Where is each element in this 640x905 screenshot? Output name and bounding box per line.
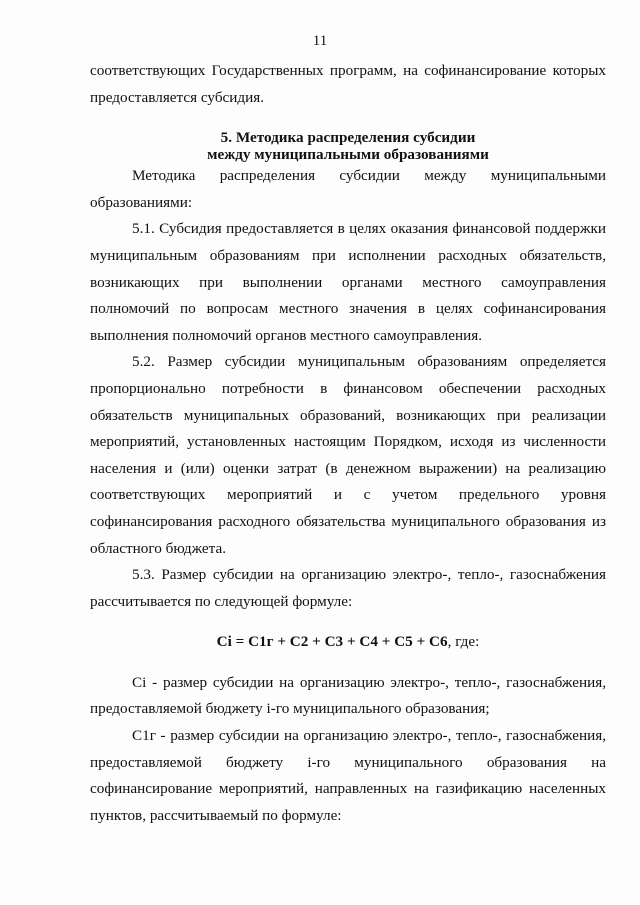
paragraph-methodology: Методика распределения субсидии между муниципальными образованиями:	[90, 167, 606, 211]
paragraph-ci-definition: Ci - размер субсидии на организацию электро-, тепло-, газоснабжения, предоставляемой бюджету i-го муниципального образования;	[90, 673, 606, 718]
paragraph-5-3: 5.3. Размер субсидии на организацию электро-, тепло-, газоснабжения рассчитывается по следующей формуле:	[90, 566, 606, 610]
section-heading	[90, 129, 606, 163]
formula-suffix: , где:	[447, 633, 480, 651]
document-body	[90, 58, 606, 829]
section-title-line-2: между муниципальными образованиями	[207, 146, 489, 164]
paragraph-5-1: 5.1. Субсидия предоставляется в целях оказания финансовой поддержки муниципальным образованиям при исполнении расходных обязательств, возникающих при выполнении органами местного самоуправления полномочий по вопросам местного значения в целях софинансирования выполнения полномочий органов местного самоуправления.	[90, 220, 606, 344]
paragraph-5-2: 5.2. Размер субсидии муниципальным образованиям определяется пропорционально потребности в финансовом обеспечении расходных обязательств муниципальных образований, возникающих при реализации мероприятий, установленных настоящим Порядком, исходя из численности населения и (или) оценки затрат (в денежном выражении) на реализацию соответствующих мероприятий и с учетом предельного уровня софинансирования расходного обязательства муниципального образования из областного бюджета.	[90, 353, 606, 557]
formula-expression: Ci = C1г + C2 + C3 + C4 + C5 + C6	[216, 633, 448, 651]
formula	[90, 629, 606, 656]
page-number: 11	[312, 33, 328, 49]
intro-paragraph: соответствующих Государственных программ, на софинансирование которых предоставляется субсидия.	[90, 62, 606, 106]
section-title-line-1: 5. Методика распределения субсидии	[220, 129, 476, 147]
paragraph-c1g-definition: С1г - размер субсидии на организацию электро-, тепло-, газоснабжения, предоставляемой бюджету i-го муниципального образования на софинансирование мероприятий, направленных на газификацию населенных пунктов, рассчитываемый по формуле:	[90, 727, 606, 824]
